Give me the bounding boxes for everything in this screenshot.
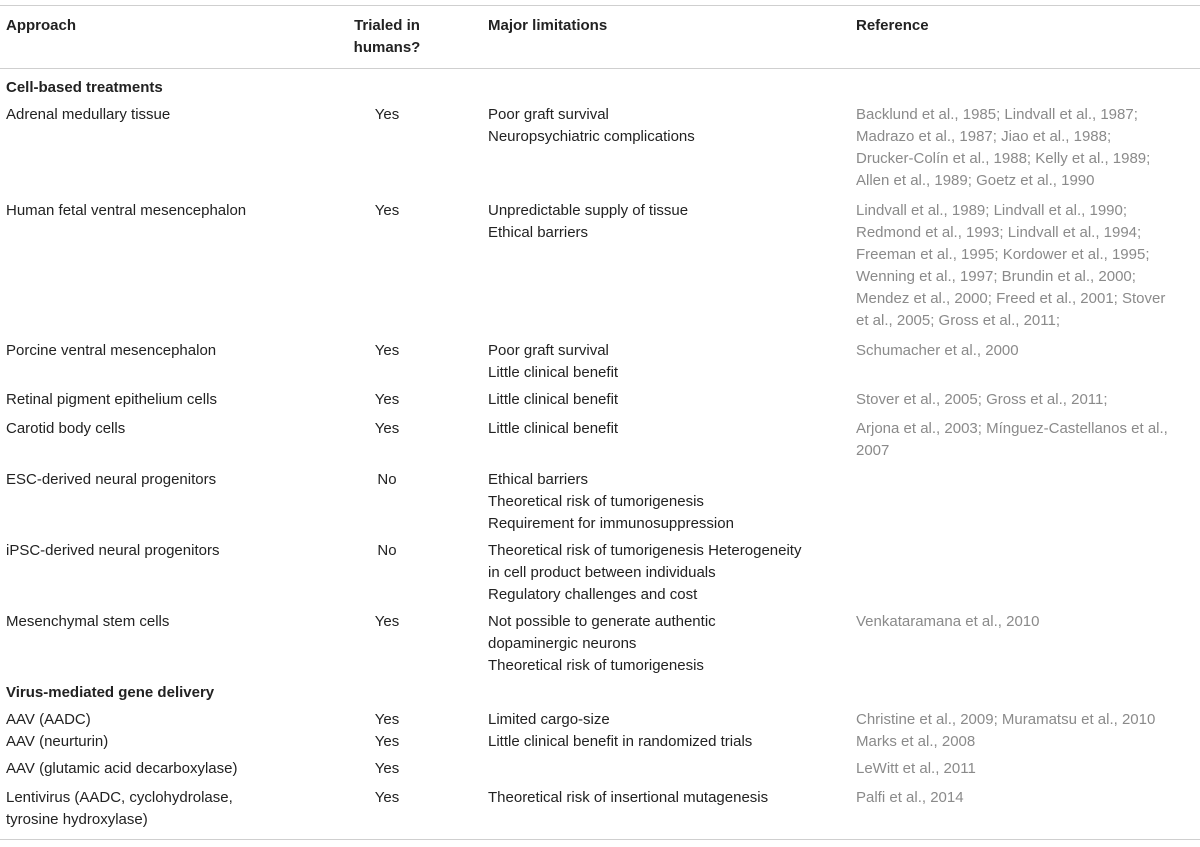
reference-cell bbox=[856, 611, 1196, 633]
limitations-cell-line: dopaminergic neurons bbox=[488, 635, 637, 652]
approach-cell bbox=[6, 611, 326, 633]
limitations-cell bbox=[488, 787, 838, 809]
approach-cell bbox=[6, 787, 326, 831]
limitations-cell-line: Theoretical risk of tumorigenesis bbox=[488, 493, 704, 510]
limitations-cell-line: Regulatory challenges and cost bbox=[488, 586, 698, 603]
trialed-cell-line: Yes bbox=[374, 733, 400, 750]
limitations-cell-line: Unpredictable supply of tissue bbox=[488, 202, 689, 219]
trialed-cell bbox=[337, 540, 437, 562]
header-reference: Reference bbox=[856, 17, 929, 34]
reference-cell-line: Madrazo et al., 1987; Jiao et al., 1988; bbox=[856, 128, 1112, 145]
trialed-cell bbox=[337, 731, 437, 753]
reference-cell bbox=[856, 709, 1196, 731]
limitations-cell-line: Neuropsychiatric complications bbox=[488, 128, 695, 145]
limitations-cell-line: Not possible to generate authentic bbox=[488, 613, 716, 630]
limitations-cell bbox=[488, 200, 838, 244]
reference-cell-line: Palfi et al., 2014 bbox=[856, 789, 964, 806]
approach-cell bbox=[6, 709, 326, 731]
reference-cell bbox=[856, 787, 1196, 809]
limitations-cell-line: Little clinical benefit bbox=[488, 391, 619, 408]
reference-cell bbox=[856, 340, 1196, 362]
trialed-cell bbox=[337, 709, 437, 731]
table-header-rule bbox=[0, 68, 1200, 69]
trialed-cell-line: Yes bbox=[374, 420, 400, 437]
limitations-cell-line: Theoretical risk of insertional mutagenesis bbox=[488, 789, 769, 806]
reference-cell-line: Stover et al., 2005; Gross et al., 2011; bbox=[856, 391, 1108, 408]
limitations-cell-line: Little clinical benefit bbox=[488, 420, 619, 437]
limitations-cell bbox=[488, 709, 838, 731]
limitations-cell-line: Ethical barriers bbox=[488, 471, 589, 488]
reference-cell-line: Backlund et al., 1985; Lindvall et al., 1987; bbox=[856, 106, 1138, 123]
reference-cell-line: Arjona et al., 2003; Mínguez-Castellanos et al., bbox=[856, 420, 1168, 437]
trialed-cell bbox=[337, 104, 437, 126]
approach-cell bbox=[6, 758, 326, 780]
limitations-cell bbox=[488, 340, 838, 384]
limitations-cell-line: Poor graft survival bbox=[488, 106, 609, 123]
approach-cell-line: tyrosine hydroxylase) bbox=[6, 811, 148, 828]
table-bottom-rule bbox=[0, 839, 1200, 840]
reference-cell-line: Freeman et al., 1995; Kordower et al., 1995; bbox=[856, 246, 1150, 263]
trialed-cell bbox=[337, 389, 437, 411]
reference-cell-line: Drucker-Colín et al., 1988; Kelly et al., 1989; bbox=[856, 150, 1151, 167]
reference-cell bbox=[856, 104, 1196, 192]
trialed-cell bbox=[337, 787, 437, 809]
limitations-cell-line: Requirement for immunosuppression bbox=[488, 515, 734, 532]
trialed-cell bbox=[337, 611, 437, 633]
limitations-cell bbox=[488, 389, 838, 411]
reference-cell bbox=[856, 758, 1196, 780]
header-trialed: Trialed in humans? bbox=[353, 17, 421, 56]
approach-cell-line: Adrenal medullary tissue bbox=[6, 106, 171, 123]
reference-cell bbox=[856, 389, 1196, 411]
table-top-rule bbox=[0, 5, 1200, 6]
trialed-cell-line: Yes bbox=[374, 711, 400, 728]
approach-cell bbox=[6, 540, 326, 562]
reference-cell-line: Lindvall et al., 1989; Lindvall et al., 1990; bbox=[856, 202, 1128, 219]
reference-cell-line: Schumacher et al., 2000 bbox=[856, 342, 1019, 359]
section-heading-cell: Cell-based treatments bbox=[6, 79, 163, 96]
approach-cell-line: Lentivirus (AADC, cyclohydrolase, bbox=[6, 789, 233, 806]
approach-cell-line: Human fetal ventral mesencephalon bbox=[6, 202, 247, 219]
limitations-cell-line: Ethical barriers bbox=[488, 224, 589, 241]
approach-cell bbox=[6, 200, 326, 222]
trialed-cell-line: Yes bbox=[374, 106, 400, 123]
approach-cell bbox=[6, 731, 326, 753]
limitations-cell bbox=[488, 611, 838, 677]
limitations-cell bbox=[488, 540, 838, 606]
approach-cell-line: iPSC-derived neural progenitors bbox=[6, 542, 220, 559]
reference-cell-line: Venkataramana et al., 2010 bbox=[856, 613, 1040, 630]
limitations-cell-line: Theoretical risk of tumorigenesis Heterogeneity bbox=[488, 542, 802, 559]
limitations-cell bbox=[488, 731, 838, 753]
approach-cell-line: Porcine ventral mesencephalon bbox=[6, 342, 217, 359]
reference-cell-line: et al., 2005; Gross et al., 2011; bbox=[856, 312, 1061, 329]
header-approach: Approach bbox=[6, 17, 77, 34]
trialed-cell bbox=[337, 200, 437, 222]
trialed-cell-line: Yes bbox=[374, 202, 400, 219]
reference-cell-line: 2007 bbox=[856, 442, 890, 459]
header-limitations: Major limitations bbox=[488, 17, 608, 34]
reference-cell-line: Christine et al., 2009; Muramatsu et al., 2010 bbox=[856, 711, 1156, 728]
reference-cell-line: Redmond et al., 1993; Lindvall et al., 1994; bbox=[856, 224, 1142, 241]
limitations-cell-line: Poor graft survival bbox=[488, 342, 609, 359]
section-heading-virus: Virus-mediated gene delivery bbox=[6, 684, 215, 701]
trialed-cell bbox=[337, 758, 437, 780]
approach-cell-line: AAV (glutamic acid decarboxylase) bbox=[6, 760, 238, 777]
approach-cell-line: AAV (neurturin) bbox=[6, 733, 109, 750]
reference-cell-line: Allen et al., 1989; Goetz et al., 1990 bbox=[856, 172, 1095, 189]
approach-cell bbox=[6, 418, 326, 440]
table-header-row bbox=[0, 15, 1200, 67]
trialed-cell-line: No bbox=[377, 542, 397, 559]
approach-cell bbox=[6, 469, 326, 491]
reference-cell-line: Wenning et al., 1997; Brundin et al., 2000; bbox=[856, 268, 1136, 285]
limitations-cell bbox=[488, 469, 838, 535]
limitations-cell bbox=[488, 104, 838, 148]
trialed-cell-line: Yes bbox=[374, 342, 400, 359]
trialed-cell-line: Yes bbox=[374, 760, 400, 777]
limitations-cell-line: Little clinical benefit in randomized trials bbox=[488, 733, 753, 750]
trialed-cell-line: Yes bbox=[374, 613, 400, 630]
limitations-cell-line: Little clinical benefit bbox=[488, 364, 619, 381]
trialed-cell-line: No bbox=[377, 471, 397, 488]
approach-cell bbox=[6, 340, 326, 362]
trialed-cell-line: Yes bbox=[374, 789, 400, 806]
trialed-cell bbox=[337, 418, 437, 440]
approach-cell-line: Carotid body cells bbox=[6, 420, 126, 437]
reference-cell-line: LeWitt et al., 2011 bbox=[856, 760, 976, 777]
limitations-cell-line: Limited cargo-size bbox=[488, 711, 610, 728]
reference-cell-line: Mendez et al., 2000; Freed et al., 2001; Stover bbox=[856, 290, 1166, 307]
reference-cell bbox=[856, 731, 1196, 753]
trialed-cell-line: Yes bbox=[374, 391, 400, 408]
approach-cell-line: Mesenchymal stem cells bbox=[6, 613, 170, 630]
reference-cell bbox=[856, 418, 1196, 462]
limitations-cell-line: in cell product between individuals bbox=[488, 564, 716, 581]
approach-cell-line: AAV (AADC) bbox=[6, 711, 91, 728]
approach-cell-line: Retinal pigment epithelium cells bbox=[6, 391, 217, 408]
reference-cell-line: Marks et al., 2008 bbox=[856, 733, 976, 750]
approach-cell bbox=[6, 104, 326, 126]
reference-cell bbox=[856, 200, 1196, 332]
trialed-cell bbox=[337, 469, 437, 491]
limitations-cell bbox=[488, 418, 838, 440]
approach-cell-line: ESC-derived neural progenitors bbox=[6, 471, 217, 488]
trialed-cell bbox=[337, 340, 437, 362]
limitations-cell-line: Theoretical risk of tumorigenesis bbox=[488, 657, 704, 674]
approach-cell bbox=[6, 389, 326, 411]
